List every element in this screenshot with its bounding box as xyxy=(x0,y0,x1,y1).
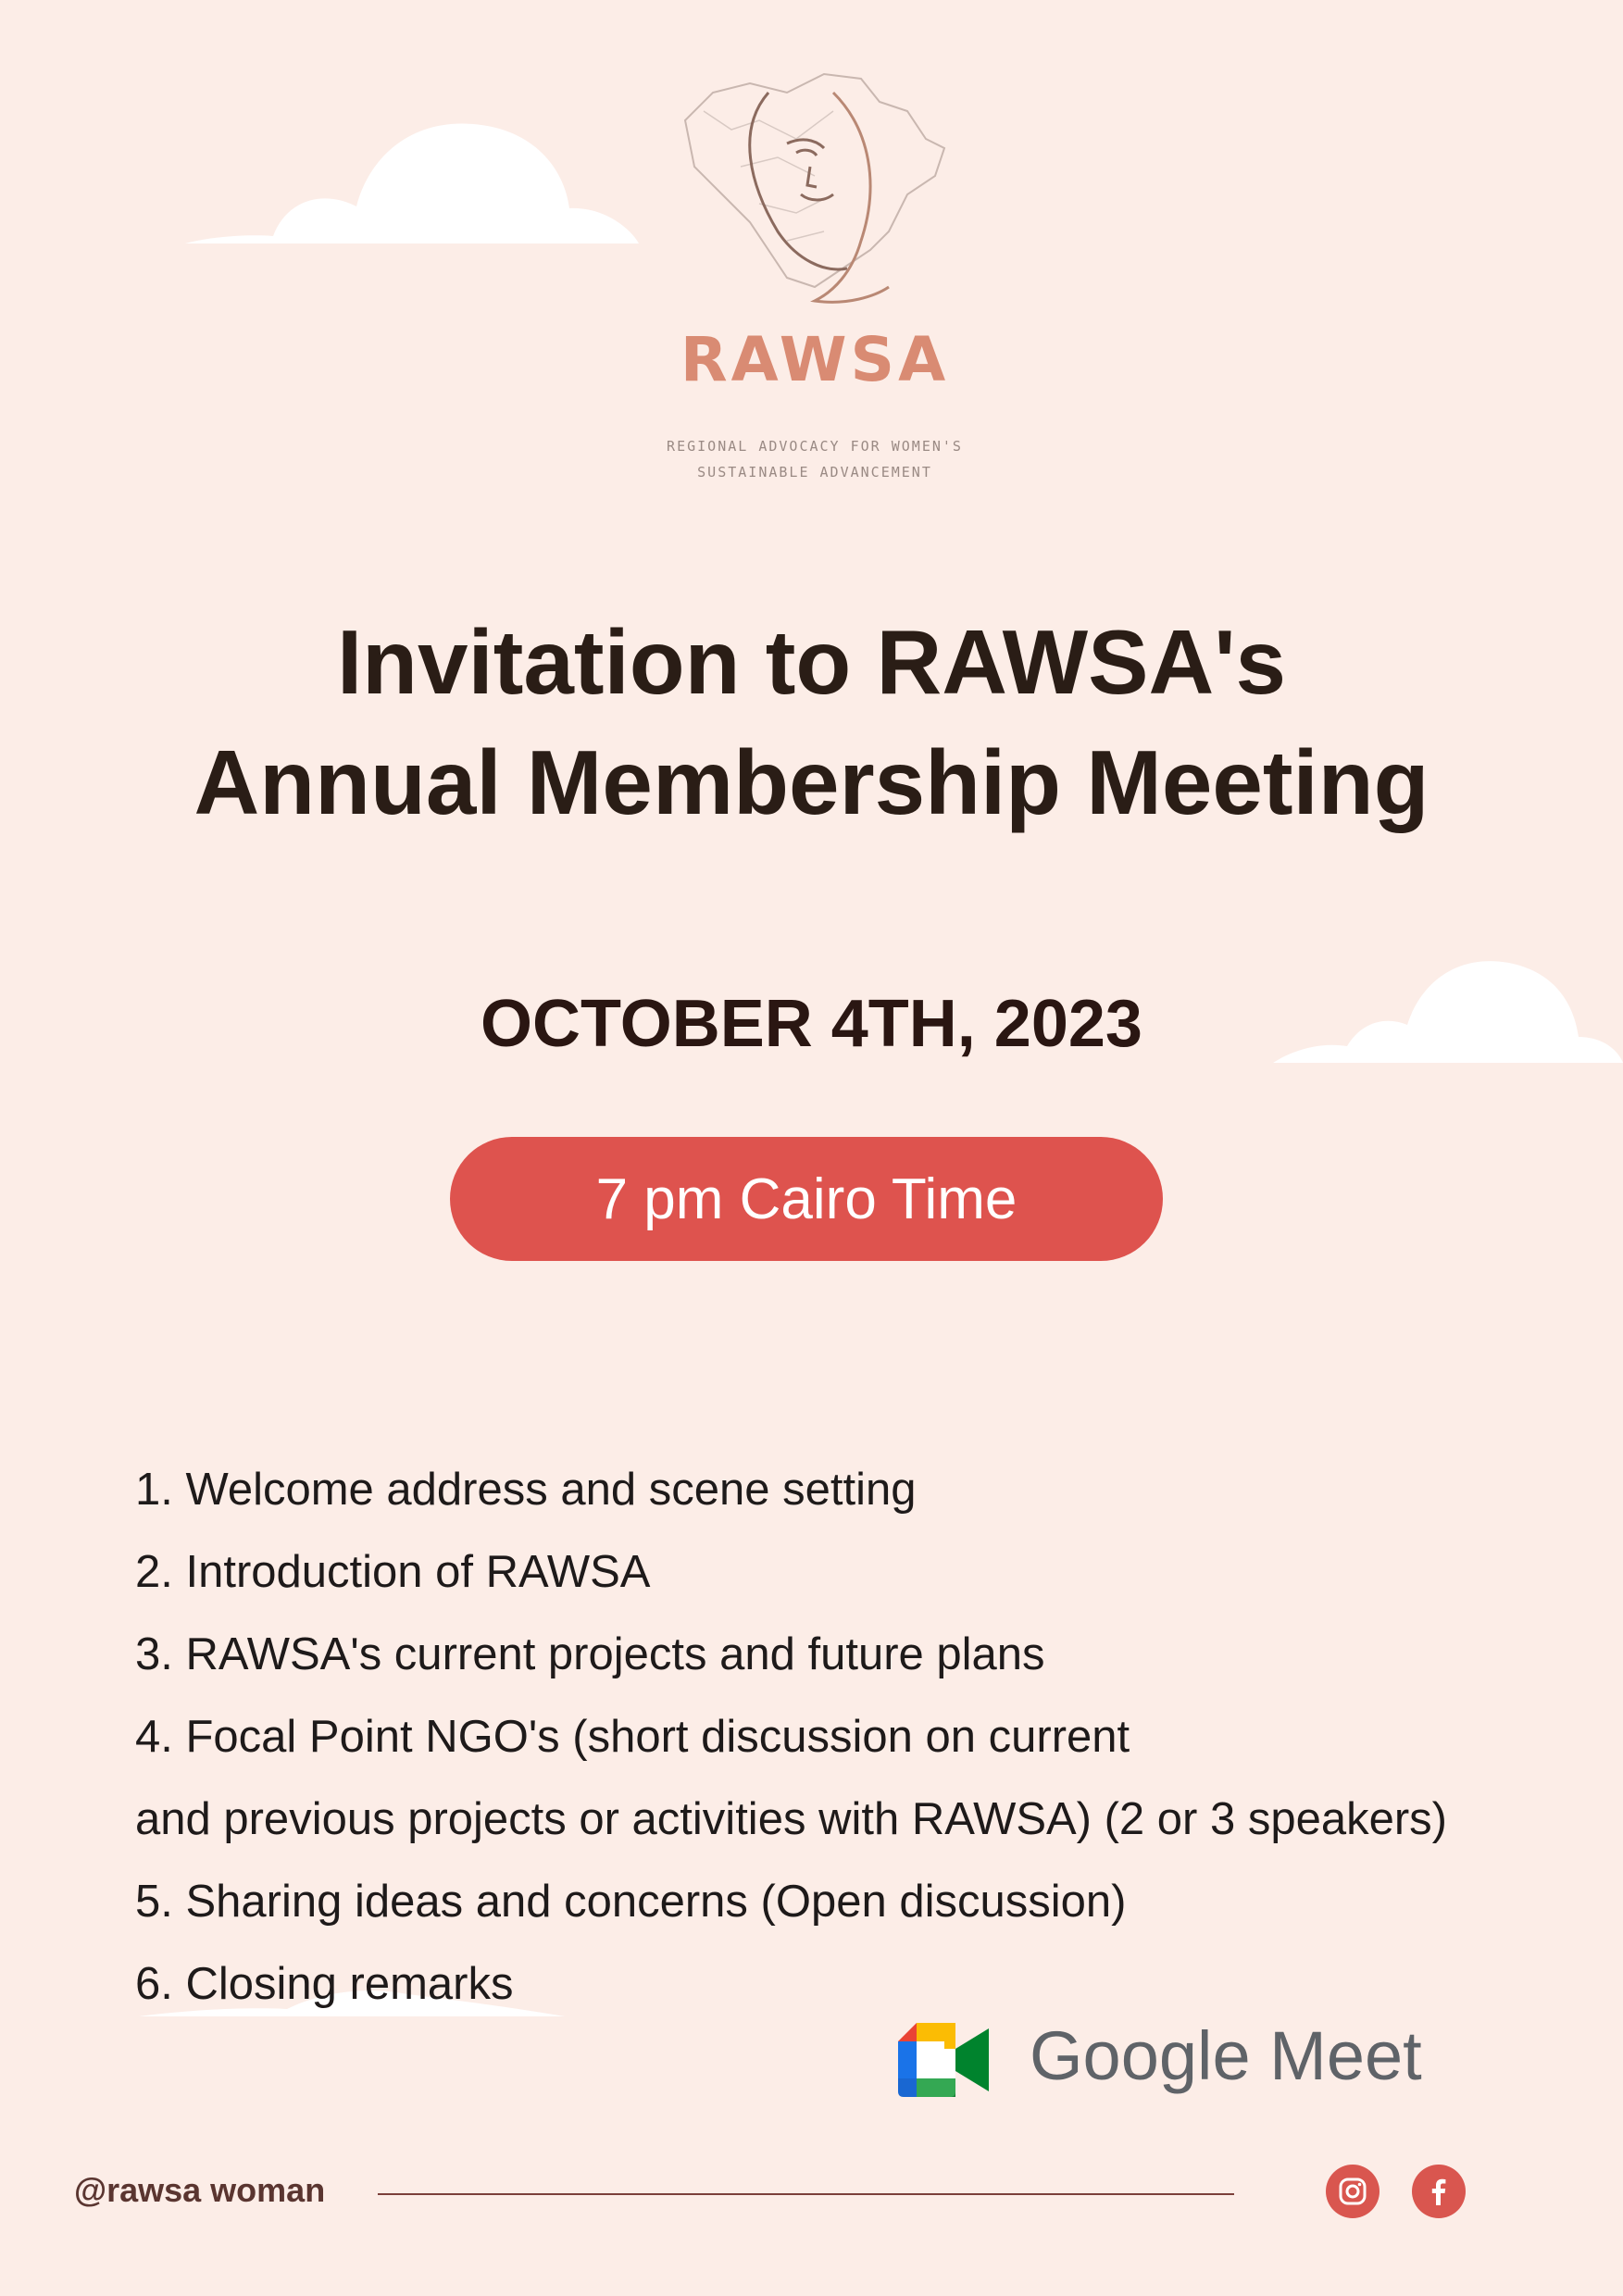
agenda-item: 1. Welcome address and scene setting xyxy=(135,1465,917,1515)
agenda-list xyxy=(135,1449,1579,2026)
title-line-2: Annual Membership Meeting xyxy=(194,731,1429,833)
agenda-item: 3. RAWSA's current projects and future plans xyxy=(135,1629,1045,1679)
cloud-top-left xyxy=(185,97,639,245)
logo-wordmark: RAWSA xyxy=(680,324,950,395)
instagram-glyph-icon xyxy=(1337,2176,1368,2207)
agenda-item: and previous projects or activities with RAWSA) (2 or 3 speakers) xyxy=(135,1794,1447,1844)
google-meet-icon xyxy=(898,2023,989,2097)
facebook-glyph-icon xyxy=(1423,2176,1454,2207)
agenda-item: 5. Sharing ideas and concerns (Open discussion) xyxy=(135,1877,1127,1927)
agenda-item: 6. Closing remarks xyxy=(135,1959,514,2009)
agenda-item: 4. Focal Point NGO's (short discussion on current xyxy=(135,1712,1130,1762)
logo-tagline-line-2: SUSTAINABLE ADVANCEMENT xyxy=(697,464,932,480)
event-time-label: 7 pm Cairo Time xyxy=(595,1167,1017,1231)
event-date: OCTOBER 4TH, 2023 xyxy=(481,987,1142,1061)
agenda-item: 2. Introduction of RAWSA xyxy=(135,1547,651,1597)
logo-tagline xyxy=(648,433,981,485)
title-line-1: Invitation to RAWSA's xyxy=(336,611,1287,713)
google-meet-logo xyxy=(898,2009,1454,2111)
instagram-icon[interactable] xyxy=(1326,2165,1380,2218)
facebook-icon[interactable] xyxy=(1412,2165,1466,2218)
google-meet-label: Google Meet xyxy=(1030,2017,1422,2094)
footer-divider xyxy=(378,2193,1234,2195)
rawsa-logo xyxy=(648,56,981,480)
event-time-badge xyxy=(450,1137,1163,1261)
social-handle: @rawsa woman xyxy=(74,2171,326,2209)
logo-tagline-line-1: REGIONAL ADVOCACY FOR WOMEN'S xyxy=(667,438,963,455)
page-title xyxy=(0,602,1623,842)
woman-map-illustration-icon xyxy=(648,56,981,315)
